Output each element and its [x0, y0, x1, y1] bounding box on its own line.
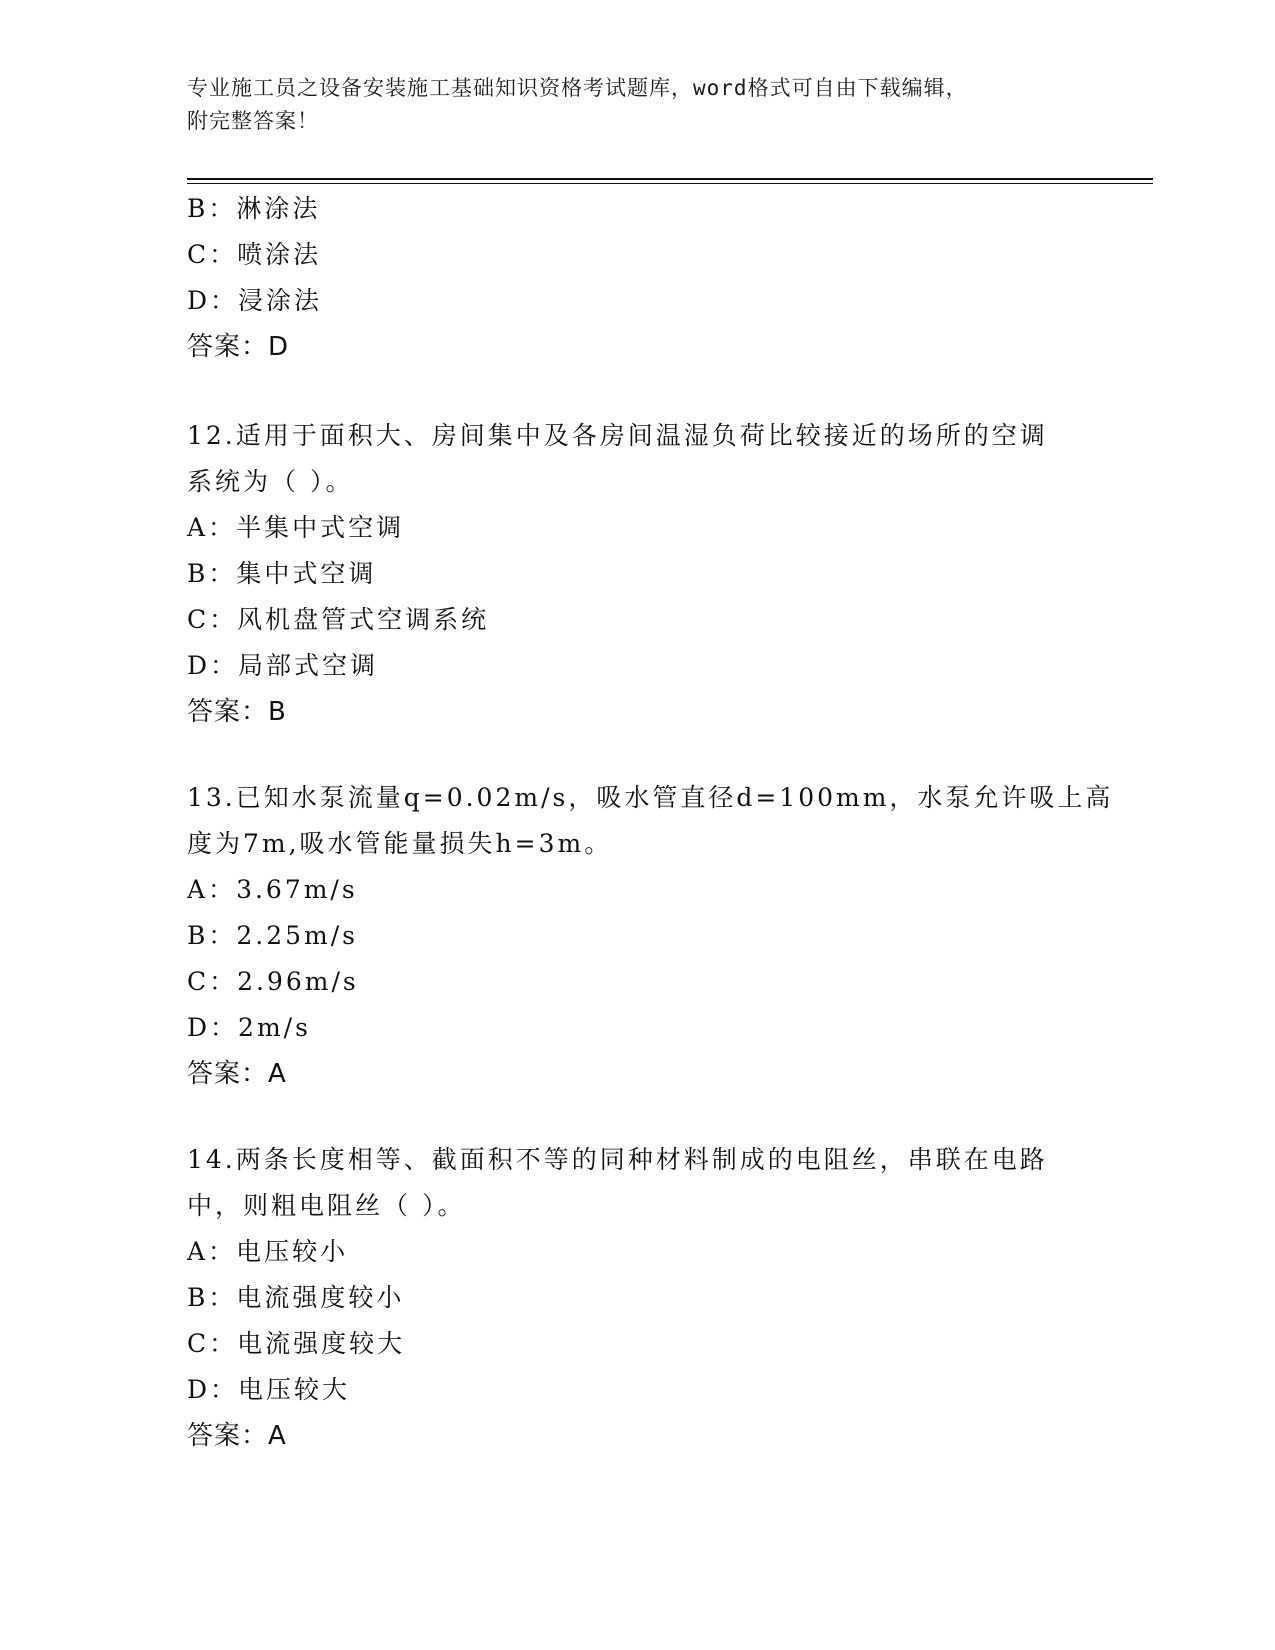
option-b: B：集中式空调	[187, 559, 377, 588]
answer-line: 答案：D	[187, 332, 290, 362]
document-header	[187, 72, 1087, 138]
header-divider-thick	[187, 178, 1153, 180]
option-b: B：淋涂法	[187, 194, 321, 223]
option-b: B：电流强度较小	[187, 1283, 405, 1312]
prev-question	[187, 186, 1087, 370]
option-a: A：3.67m/s	[187, 875, 358, 904]
option-d: D：2m/s	[187, 1013, 311, 1042]
question-text-line-1: 14.两条长度相等、截面积不等的同种材料制成的电阻丝，串联在电路	[187, 1145, 1048, 1174]
option-d: D：电压较大	[187, 1375, 351, 1404]
answer-line: 答案：A	[187, 1421, 287, 1451]
question-13	[187, 775, 1114, 1097]
answer-line: 答案：B	[187, 697, 287, 727]
question-text-line-1: 12.适用于面积大、房间集中及各房间温湿负荷比较接近的场所的空调	[187, 421, 1048, 450]
header-divider-thin	[187, 183, 1153, 184]
question-text-line-2: 系统为（ ）。	[187, 467, 354, 496]
question-text-line-1: 13.已知水泵流量q=0.02m/s，吸水管直径d=100mm，水泵允许吸上高	[187, 783, 1114, 812]
option-d: D：浸涂法	[187, 286, 323, 315]
header-line-2: 附完整答案！	[187, 109, 319, 133]
question-14	[187, 1137, 1087, 1459]
option-a: A：半集中式空调	[187, 513, 405, 542]
option-c: C：喷涂法	[187, 240, 322, 269]
option-c: C：风机盘管式空调系统	[187, 605, 490, 634]
option-a: A：电压较小	[187, 1237, 349, 1266]
question-text-line-2: 度为7m,吸水管能量损失h=3m。	[187, 829, 613, 858]
option-d: D：局部式空调	[187, 651, 379, 680]
question-12	[187, 413, 1087, 735]
question-text-line-2: 中，则粗电阻丝（ ）。	[187, 1191, 466, 1220]
header-line-1: 专业施工员之设备安装施工基础知识资格考试题库，word格式可自由下载编辑，	[187, 76, 968, 100]
option-b: B：2.25m/s	[187, 921, 358, 950]
option-c: C：2.96m/s	[187, 967, 359, 996]
option-c: C：电流强度较大	[187, 1329, 406, 1358]
answer-line: 答案：A	[187, 1059, 287, 1089]
